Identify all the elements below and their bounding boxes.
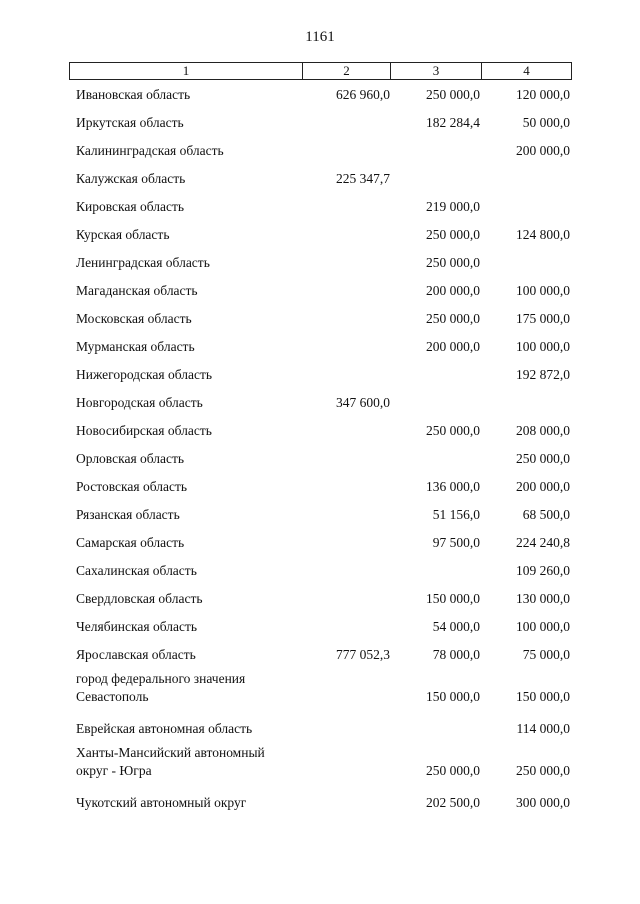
value-col-2: 626 960,0 bbox=[336, 87, 390, 102]
column-header-row bbox=[69, 62, 572, 80]
region-name: Новгородская область bbox=[76, 395, 203, 410]
region-name: Рязанская область bbox=[76, 507, 180, 522]
table-row bbox=[0, 82, 640, 110]
region-name: Сахалинская область bbox=[76, 563, 197, 578]
table-row bbox=[0, 390, 640, 418]
region-name: Калининградская область bbox=[76, 143, 224, 158]
table-row bbox=[0, 670, 640, 716]
value-col-3: 250 000,0 bbox=[426, 255, 480, 270]
value-col-4: 175 000,0 bbox=[516, 311, 570, 326]
region-name: Еврейская автономная область bbox=[76, 721, 253, 736]
region-name: Иркутская область bbox=[76, 115, 184, 130]
value-col-4: 124 800,0 bbox=[516, 227, 570, 242]
table-row bbox=[0, 558, 640, 586]
region-name: Чукотский автономный округ bbox=[76, 795, 247, 810]
value-col-3: 78 000,0 bbox=[432, 647, 480, 662]
value-col-4: 300 000,0 bbox=[516, 795, 570, 810]
table-row bbox=[0, 502, 640, 530]
value-col-3: 250 000,0 bbox=[426, 423, 480, 438]
value-col-3: 150 000,0 bbox=[426, 689, 480, 704]
value-col-4: 130 000,0 bbox=[516, 591, 570, 606]
region-name: Челябинская область bbox=[76, 619, 198, 634]
value-col-3: 219 000,0 bbox=[426, 199, 480, 214]
value-col-3: 200 000,0 bbox=[426, 339, 480, 354]
table-row bbox=[0, 306, 640, 334]
table-row bbox=[0, 194, 640, 222]
column-header-4: 4 bbox=[482, 63, 572, 80]
table-row bbox=[0, 166, 640, 194]
region-name: город федерального значения Севастополь bbox=[76, 671, 246, 704]
value-col-4: 100 000,0 bbox=[516, 619, 570, 634]
table-row bbox=[0, 222, 640, 250]
value-col-3: 250 000,0 bbox=[426, 763, 480, 778]
region-name: Магаданская область bbox=[76, 283, 198, 298]
value-col-4: 250 000,0 bbox=[516, 763, 570, 778]
region-name: Ханты-Мансийский автономный округ - Югра bbox=[76, 745, 265, 778]
region-name: Курская область bbox=[76, 227, 170, 242]
value-col-4: 100 000,0 bbox=[516, 339, 570, 354]
value-col-3: 182 284,4 bbox=[426, 115, 480, 130]
table-row bbox=[0, 278, 640, 306]
table-row bbox=[0, 474, 640, 502]
value-col-4: 224 240,8 bbox=[516, 535, 570, 550]
value-col-4: 50 000,0 bbox=[522, 115, 570, 130]
region-name: Самарская область bbox=[76, 535, 185, 550]
value-col-4: 120 000,0 bbox=[516, 87, 570, 102]
value-col-3: 97 500,0 bbox=[432, 535, 480, 550]
region-name: Свердловская область bbox=[76, 591, 203, 606]
value-col-2: 777 052,3 bbox=[336, 647, 390, 662]
table-row bbox=[0, 716, 640, 744]
table-row bbox=[0, 110, 640, 138]
column-header-1: 1 bbox=[70, 63, 303, 80]
value-col-4: 75 000,0 bbox=[522, 647, 570, 662]
table-row bbox=[0, 790, 640, 818]
table-row bbox=[0, 362, 640, 390]
value-col-2: 225 347,7 bbox=[336, 171, 390, 186]
table-row bbox=[0, 334, 640, 362]
region-name: Новосибирская область bbox=[76, 423, 212, 438]
value-col-3: 250 000,0 bbox=[426, 311, 480, 326]
value-col-3: 136 000,0 bbox=[426, 479, 480, 494]
page-number: 1161 bbox=[305, 29, 335, 45]
value-col-4: 100 000,0 bbox=[516, 283, 570, 298]
column-header-3: 3 bbox=[391, 63, 482, 80]
value-col-2: 347 600,0 bbox=[336, 395, 390, 410]
table-row bbox=[0, 614, 640, 642]
region-name: Мурманская область bbox=[76, 339, 195, 354]
value-col-4: 68 500,0 bbox=[522, 507, 570, 522]
value-col-4: 250 000,0 bbox=[516, 451, 570, 466]
value-col-3: 202 500,0 bbox=[426, 795, 480, 810]
column-header-2: 2 bbox=[303, 63, 391, 80]
table-row bbox=[0, 744, 640, 790]
region-name: Ярославская область bbox=[76, 647, 196, 662]
table-row bbox=[0, 418, 640, 446]
region-name: Московская область bbox=[76, 311, 192, 326]
region-name: Нижегородская область bbox=[76, 367, 213, 382]
region-name: Ростовская область bbox=[76, 479, 187, 494]
value-col-4: 150 000,0 bbox=[516, 689, 570, 704]
table-row bbox=[0, 530, 640, 558]
region-name: Ленинградская область bbox=[76, 255, 210, 270]
value-col-4: 200 000,0 bbox=[516, 479, 570, 494]
value-col-3: 250 000,0 bbox=[426, 87, 480, 102]
value-col-3: 54 000,0 bbox=[432, 619, 480, 634]
table-row bbox=[0, 138, 640, 166]
value-col-4: 208 000,0 bbox=[516, 423, 570, 438]
value-col-4: 114 000,0 bbox=[516, 721, 570, 736]
region-name: Кировская область bbox=[76, 199, 185, 214]
value-col-4: 200 000,0 bbox=[516, 143, 570, 158]
table-row bbox=[0, 250, 640, 278]
value-col-3: 200 000,0 bbox=[426, 283, 480, 298]
table-row bbox=[0, 446, 640, 474]
region-name: Калужская область bbox=[76, 171, 186, 186]
value-col-4: 192 872,0 bbox=[516, 367, 570, 382]
table-row bbox=[0, 642, 640, 670]
value-col-3: 250 000,0 bbox=[426, 227, 480, 242]
value-col-4: 109 260,0 bbox=[516, 563, 570, 578]
region-name: Орловская область bbox=[76, 451, 185, 466]
region-name: Ивановская область bbox=[76, 87, 191, 102]
table-row bbox=[0, 586, 640, 614]
value-col-3: 51 156,0 bbox=[432, 507, 480, 522]
value-col-3: 150 000,0 bbox=[426, 591, 480, 606]
